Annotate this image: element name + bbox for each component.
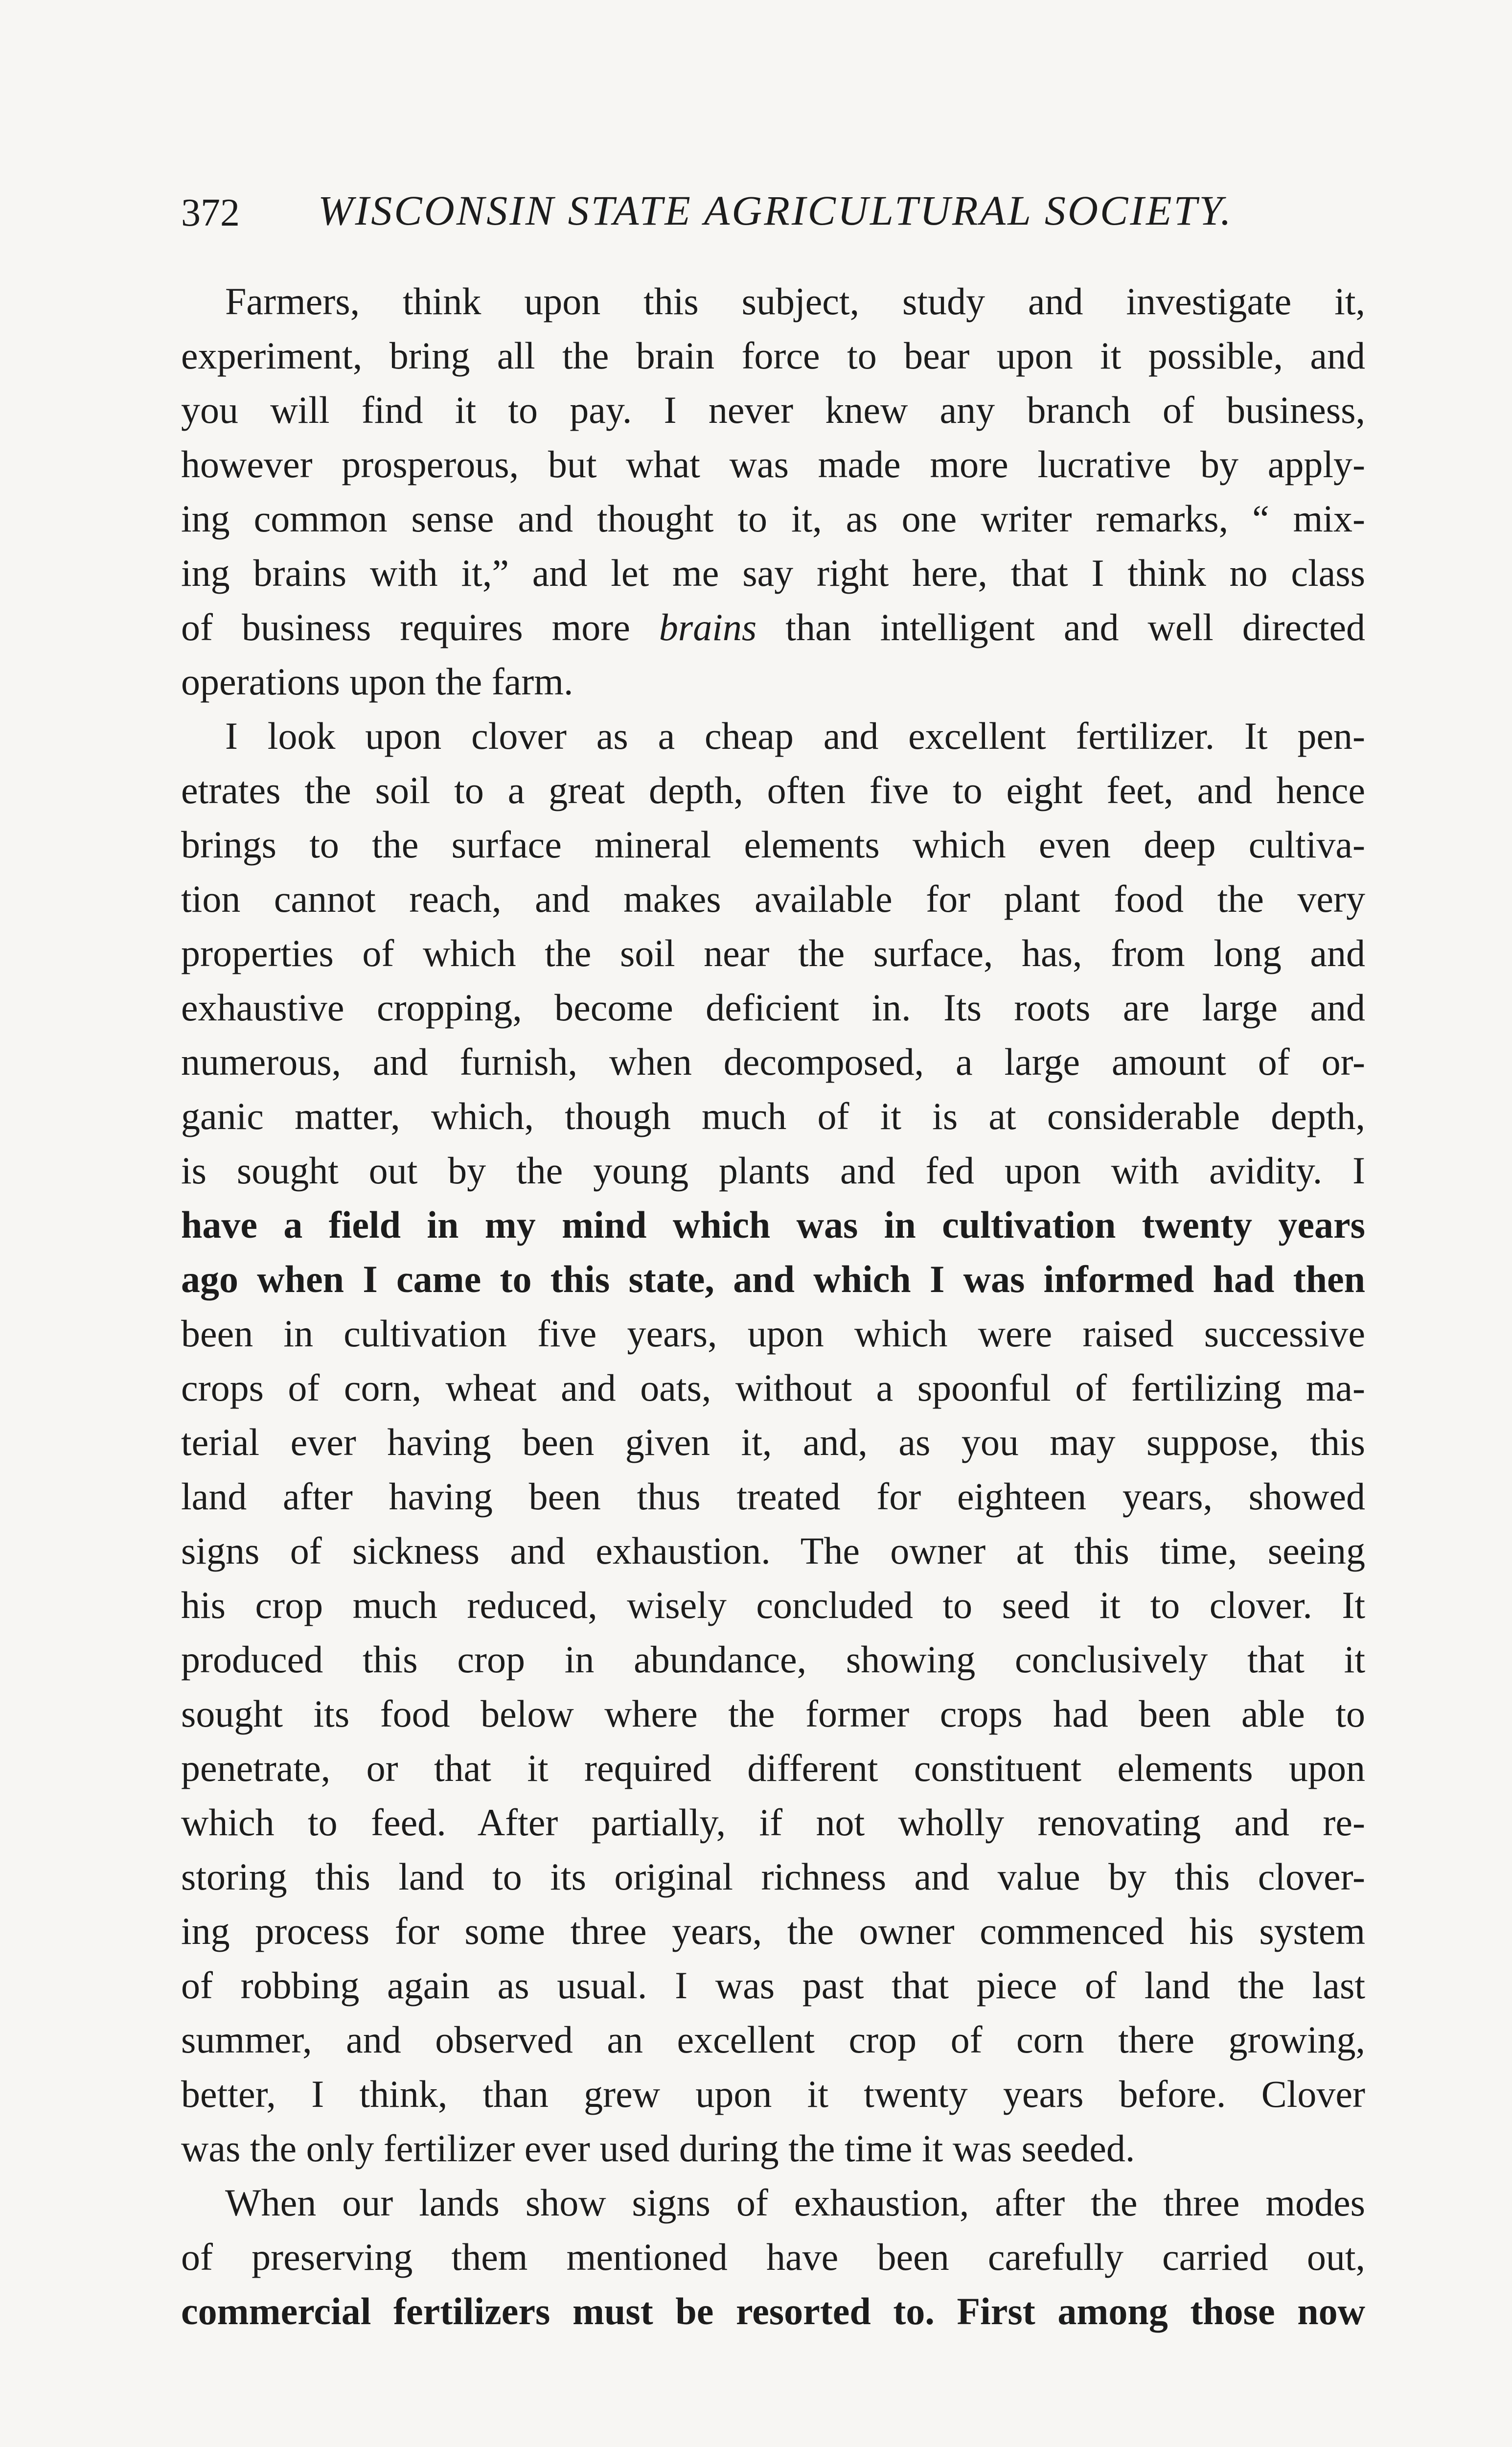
text-line: have a field in my mind which was in cultivation twenty years (181, 1203, 1365, 1246)
text-line: sought its food below where the former crops had been able to (181, 1692, 1365, 1735)
text-line: crops of corn, wheat and oats, without a spoonful of fertilizing ma- (181, 1366, 1365, 1409)
text-line: is sought out by the young plants and fed upon with avidity. I (181, 1149, 1365, 1192)
text-line: been in cultivation five years, upon which were raised successive (181, 1312, 1365, 1355)
text-line: tion cannot reach, and makes available for plant food the very (181, 877, 1365, 920)
text-line: summer, and observed an excellent crop of corn there growing, (181, 2018, 1365, 2061)
text-line: land after having been thus treated for eighteen years, showed (181, 1475, 1365, 1518)
text-line: penetrate, or that it required different constituent elements upon (181, 1747, 1365, 1789)
text-line: ing common sense and thought to it, as one writer remarks, “ mix- (181, 497, 1365, 540)
text-line: properties of which the soil near the surface, has, from long and (181, 932, 1365, 974)
text-line: ing process for some three years, the owner commenced his system (181, 1910, 1365, 1952)
text-line: better, I think, than grew upon it twenty years before. Clover (181, 2073, 1365, 2115)
text-line: signs of sickness and exhaustion. The owner at this time, seeing (181, 1529, 1365, 1572)
text-line: you will find it to pay. I never knew any branch of business, (181, 389, 1365, 431)
text-line: experiment, bring all the brain force to bear upon it possible, and (181, 334, 1365, 377)
text-line (181, 600, 1365, 654)
text-line: I look upon clover as a cheap and excellent fertilizer. It pen- (225, 715, 1365, 757)
paragraph-2 (181, 709, 1365, 2175)
text-line: produced this crop in abundance, showing conclusively that it (181, 1638, 1365, 1681)
text-line: storing this land to its original richness and value by this clover- (181, 1855, 1365, 1898)
text-line: of robbing again as usual. I was past that piece of land the last (181, 1964, 1365, 2007)
text-line: his crop much reduced, wisely concluded to seed it to clover. It (181, 1584, 1365, 1626)
page-header (181, 186, 1380, 245)
text-segment: than intelligent and well directed (756, 606, 1365, 648)
text-line: brings to the surface mineral elements which even deep cultiva- (181, 823, 1365, 866)
text-line: of preserving them mentioned have been carefully carried out, (181, 2236, 1365, 2278)
emphasized-word: brains (659, 606, 757, 648)
text-line: etrates the soil to a great depth, often five to eight feet, and hence (181, 769, 1365, 811)
text-line: however prosperous, but what was made more lucrative by apply- (181, 443, 1365, 485)
text-line: which to feed. After partially, if not wholly renovating and re- (181, 1801, 1365, 1844)
text-line: exhaustive cropping, become deficient in. Its roots are large and (181, 986, 1365, 1029)
text-body (181, 274, 1365, 2338)
paragraph-3 (181, 2175, 1365, 2338)
text-line: ago when I came to this state, and which I was informed had then (181, 1258, 1365, 1300)
paragraph-1 (181, 274, 1365, 709)
page-number: 372 (181, 191, 240, 234)
text-line: numerous, and furnish, when decomposed, a large amount of or- (181, 1040, 1365, 1083)
text-line: Farmers, think upon this subject, study and investigate it, (225, 280, 1365, 323)
text-line: terial ever having been given it, and, as you may suppose, this (181, 1421, 1365, 1463)
text-line: was the only fertilizer ever used during the time it was seeded. (181, 2127, 1135, 2170)
text-line: When our lands show signs of exhaustion, after the three modes (225, 2181, 1365, 2224)
text-line: commercial fertilizers must be resorted to. First among those now (181, 2290, 1365, 2332)
text-line: ing brains with it,” and let me say right here, that I think no class (181, 552, 1365, 594)
text-line: ganic matter, which, though much of it is at considerable depth, (181, 1095, 1365, 1137)
text-segment: of business requires more (181, 606, 659, 648)
text-line: operations upon the farm. (181, 660, 573, 703)
running-title: WISCONSIN STATE AGRICULTURAL SOCIETY. (318, 187, 1233, 234)
